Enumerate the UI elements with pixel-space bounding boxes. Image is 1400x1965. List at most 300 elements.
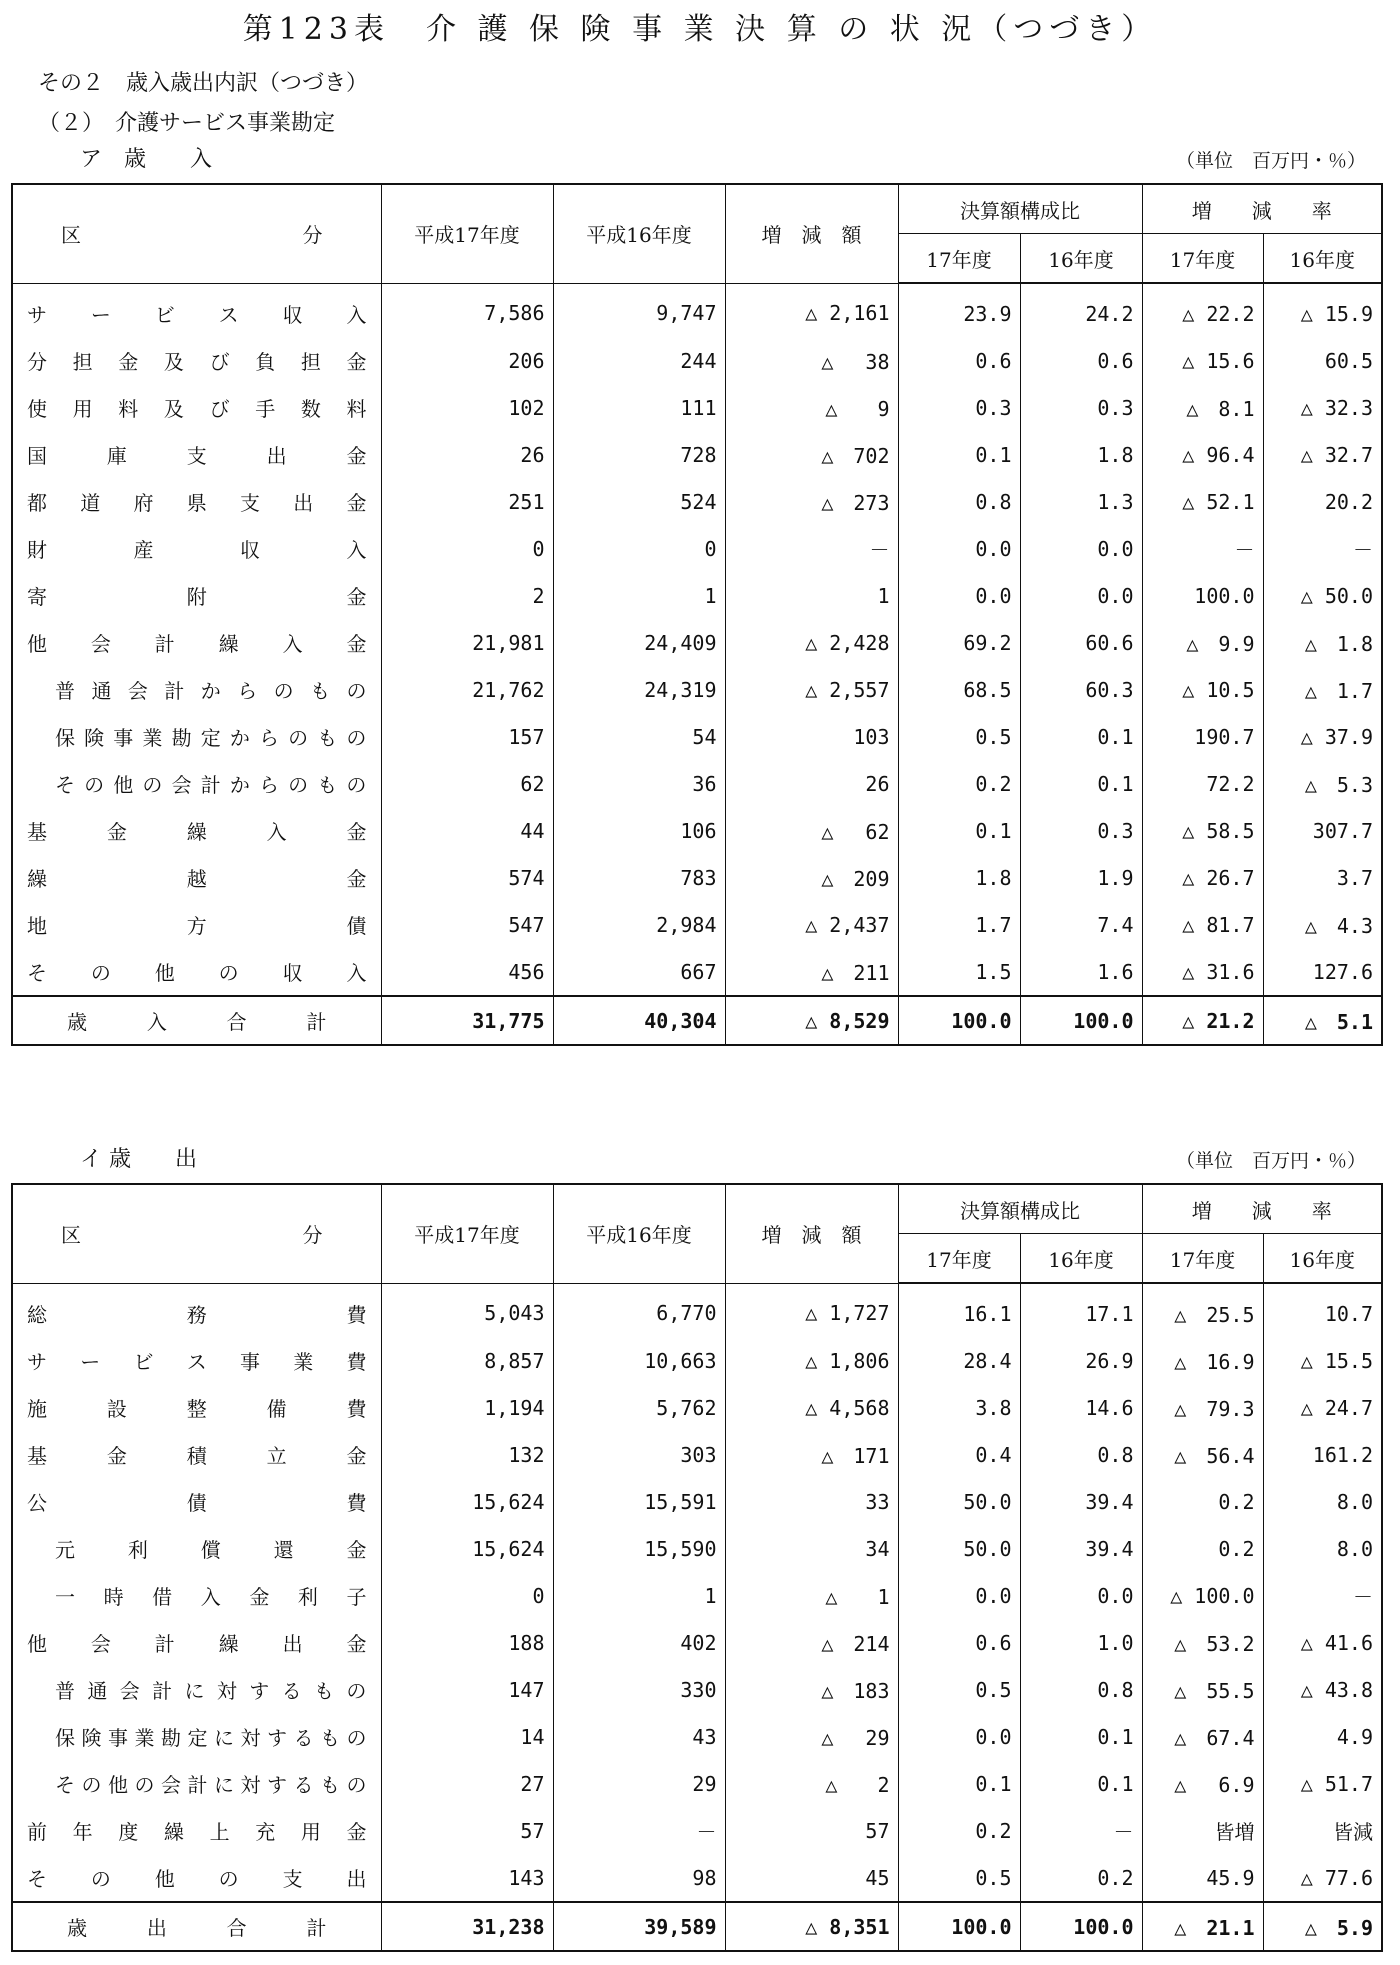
cell-diff: △ 8,529 [725, 996, 898, 1045]
row-label [12, 572, 381, 619]
cell-diff: △ 62 [725, 807, 898, 854]
row-label [12, 1384, 381, 1431]
cell-v16: 29 [553, 1760, 725, 1807]
row-label-text: 保 険 事 業 勘 定 に 対 す る も の [55, 1726, 367, 1750]
header-kubun: 区 分 [12, 184, 381, 283]
row-label-text: 施 設 整 備 費 [27, 1397, 367, 1421]
cell-g17: △ 67.4 [1142, 1713, 1263, 1760]
table-row [12, 1384, 1382, 1431]
header-h16: 平成16年度 [553, 184, 725, 283]
cell-r17: 100.0 [898, 1902, 1020, 1951]
cell-g16: △ 5.3 [1263, 760, 1382, 807]
cell-r17: 0.5 [898, 1854, 1020, 1902]
cell-r16: 60.6 [1020, 619, 1142, 666]
cell-r16: 17.1 [1020, 1283, 1142, 1337]
cell-g16: △ 15.9 [1263, 283, 1382, 337]
cell-g16: 60.5 [1263, 337, 1382, 384]
cell-v17: 31,775 [381, 996, 553, 1045]
cell-v16: 244 [553, 337, 725, 384]
cell-r17: 0.4 [898, 1431, 1020, 1478]
cell-r16: 0.1 [1020, 1713, 1142, 1760]
table-row [12, 1337, 1382, 1384]
row-label [12, 1572, 381, 1619]
header-ratio-17: 17年度 [898, 234, 1020, 284]
unit-label-revenue: （単位 百万円・％） [1175, 150, 1366, 172]
table-row [12, 1713, 1382, 1760]
row-label-text: 元 利 償 還 金 [55, 1538, 367, 1562]
cell-r17: 0.0 [898, 572, 1020, 619]
row-label-text: 普 通 会 計 か ら の も の [55, 679, 367, 703]
cell-v16: 6,770 [553, 1283, 725, 1337]
row-label [12, 1478, 381, 1525]
row-label-text: そ の 他 の 会 計 か ら の も の [55, 773, 367, 797]
cell-g17: △ 53.2 [1142, 1619, 1263, 1666]
cell-r17: 1.8 [898, 854, 1020, 901]
cell-v17: 574 [381, 854, 553, 901]
cell-r17: 16.1 [898, 1283, 1020, 1337]
row-label-text: 歳 出 合 計 [67, 1916, 327, 1940]
row-label [12, 431, 381, 478]
cell-v17: 26 [381, 431, 553, 478]
table-row [12, 283, 1382, 337]
cell-g17: △ 100.0 [1142, 1572, 1263, 1619]
cell-v16: 728 [553, 431, 725, 478]
cell-v17: 21,762 [381, 666, 553, 713]
cell-v17: 1,194 [381, 1384, 553, 1431]
table-row [12, 1760, 1382, 1807]
cell-diff: 57 [725, 1807, 898, 1854]
cell-g16: △ 5.1 [1263, 996, 1382, 1045]
cell-v17: 62 [381, 760, 553, 807]
cell-v16: 9,747 [553, 283, 725, 337]
cell-v17: 15,624 [381, 1525, 553, 1572]
cell-g17: △ 8.1 [1142, 384, 1263, 431]
row-label-text: 前 年 度 繰 上 充 用 金 [27, 1820, 367, 1844]
cell-v17: 7,586 [381, 283, 553, 337]
row-label [12, 1713, 381, 1760]
cell-g17: △ 21.2 [1142, 996, 1263, 1045]
cell-g17: 190.7 [1142, 713, 1263, 760]
cell-g17: 100.0 [1142, 572, 1263, 619]
cell-r16: 1.0 [1020, 1619, 1142, 1666]
row-label-text: 普 通 会 計 に 対 す る も の [55, 1679, 367, 1703]
unit-label-expenditure: （単位 百万円・％） [1175, 1150, 1366, 1172]
cell-diff: △ 209 [725, 854, 898, 901]
row-label [12, 619, 381, 666]
cell-g16: 8.0 [1263, 1525, 1382, 1572]
cell-v16: 54 [553, 713, 725, 760]
cell-diff: △ 171 [725, 1431, 898, 1478]
cell-v17: 147 [381, 1666, 553, 1713]
cell-diff: △ 2,428 [725, 619, 898, 666]
cell-r16: 0.2 [1020, 1854, 1142, 1902]
row-label-text: 保 険 事 業 勘 定 か ら の も の [55, 726, 367, 750]
row-label [12, 760, 381, 807]
cell-v16: 303 [553, 1431, 725, 1478]
header-ratio-16: 16年度 [1020, 1234, 1142, 1284]
cell-diff: 34 [725, 1525, 898, 1572]
cell-v16: 36 [553, 760, 725, 807]
cell-g17: △ 56.4 [1142, 1431, 1263, 1478]
cell-g17: － [1142, 525, 1263, 572]
table-row [12, 807, 1382, 854]
row-label-text: 寄 附 金 [27, 585, 367, 609]
table-row [12, 525, 1382, 572]
cell-r16: 1.6 [1020, 948, 1142, 996]
row-label [12, 1666, 381, 1713]
cell-v17: 8,857 [381, 1337, 553, 1384]
cell-g16: △ 41.6 [1263, 1619, 1382, 1666]
revenue-caption: ア 歳 入 [80, 147, 213, 172]
row-label [12, 713, 381, 760]
row-label [12, 1283, 381, 1337]
header-ratio-16: 16年度 [1020, 234, 1142, 284]
cell-diff: △ 1,727 [725, 1283, 898, 1337]
header-rate-16: 16年度 [1263, 1234, 1382, 1284]
row-label [12, 384, 381, 431]
row-label [12, 1760, 381, 1807]
table-row [12, 431, 1382, 478]
row-label [12, 666, 381, 713]
cell-r16: 0.1 [1020, 760, 1142, 807]
row-label-text: 地 方 債 [27, 914, 367, 938]
table-row [12, 1478, 1382, 1525]
cell-r16: 0.3 [1020, 807, 1142, 854]
cell-g17: △ 81.7 [1142, 901, 1263, 948]
cell-v17: 456 [381, 948, 553, 996]
table-row [12, 1572, 1382, 1619]
cell-g16: △ 5.9 [1263, 1902, 1382, 1951]
total-row [12, 1902, 1382, 1951]
cell-r16: 24.2 [1020, 283, 1142, 337]
cell-g17: △ 79.3 [1142, 1384, 1263, 1431]
cell-diff: △ 2,161 [725, 283, 898, 337]
cell-r17: 1.7 [898, 901, 1020, 948]
cell-diff: △ 8,351 [725, 1902, 898, 1951]
cell-r16: 0.1 [1020, 1760, 1142, 1807]
cell-diff: 103 [725, 713, 898, 760]
cell-v16: 330 [553, 1666, 725, 1713]
row-label [12, 1337, 381, 1384]
cell-g17: △ 21.1 [1142, 1902, 1263, 1951]
cell-v16: 524 [553, 478, 725, 525]
row-label-text: そ の 他 の 収 入 [27, 961, 367, 985]
cell-r17: 50.0 [898, 1478, 1020, 1525]
expenditure-caption: イ 歳 出 [80, 1147, 197, 1172]
cell-v17: 143 [381, 1854, 553, 1902]
revenue-table [11, 183, 1383, 1046]
cell-v17: 5,043 [381, 1283, 553, 1337]
table-row [12, 854, 1382, 901]
cell-g16: 3.7 [1263, 854, 1382, 901]
table-row [12, 384, 1382, 431]
cell-g16: － [1263, 1572, 1382, 1619]
cell-v16: 40,304 [553, 996, 725, 1045]
cell-r16: 1.8 [1020, 431, 1142, 478]
cell-r16: 39.4 [1020, 1478, 1142, 1525]
cell-diff: △ 2,437 [725, 901, 898, 948]
cell-g16: △ 50.0 [1263, 572, 1382, 619]
cell-g17: △ 15.6 [1142, 337, 1263, 384]
cell-g16: △ 4.3 [1263, 901, 1382, 948]
cell-r17: 0.5 [898, 713, 1020, 760]
table-row [12, 572, 1382, 619]
cell-diff: △ 9 [725, 384, 898, 431]
cell-v16: 0 [553, 525, 725, 572]
row-label [12, 1854, 381, 1902]
page-title: 第123表 介 護 保 険 事 業 決 算 の 状 況（つづき） [242, 12, 1158, 47]
cell-g16: △ 43.8 [1263, 1666, 1382, 1713]
cell-r17: 0.0 [898, 525, 1020, 572]
table-row [12, 1666, 1382, 1713]
cell-r16: 0.8 [1020, 1431, 1142, 1478]
cell-r17: 0.3 [898, 384, 1020, 431]
cell-r17: 0.6 [898, 1619, 1020, 1666]
row-label-text: 財 産 収 入 [27, 538, 367, 562]
cell-r17: 23.9 [898, 283, 1020, 337]
cell-g17: △ 52.1 [1142, 478, 1263, 525]
cell-r17: 100.0 [898, 996, 1020, 1045]
cell-diff: 45 [725, 1854, 898, 1902]
cell-diff: △ 38 [725, 337, 898, 384]
cell-g16: 20.2 [1263, 478, 1382, 525]
row-label [12, 1807, 381, 1854]
cell-diff: △ 211 [725, 948, 898, 996]
cell-r17: 0.1 [898, 1760, 1020, 1807]
cell-v16: 98 [553, 1854, 725, 1902]
header-ratio-17: 17年度 [898, 1234, 1020, 1284]
cell-g16: 307.7 [1263, 807, 1382, 854]
cell-g16: △ 37.9 [1263, 713, 1382, 760]
cell-r16: 0.0 [1020, 1572, 1142, 1619]
cell-r16: － [1020, 1807, 1142, 1854]
cell-g16: △ 1.8 [1263, 619, 1382, 666]
cell-v17: 251 [381, 478, 553, 525]
row-label-text: 使 用 料 及 び 手 数 料 [27, 397, 367, 421]
cell-r17: 0.1 [898, 807, 1020, 854]
header-kubun: 区 分 [12, 1184, 381, 1283]
row-label [12, 807, 381, 854]
cell-g16: △ 24.7 [1263, 1384, 1382, 1431]
row-label-text: 歳 入 合 計 [67, 1010, 327, 1034]
cell-r16: 26.9 [1020, 1337, 1142, 1384]
cell-r16: 100.0 [1020, 996, 1142, 1045]
cell-diff: △ 2 [725, 1760, 898, 1807]
cell-g16: △ 1.7 [1263, 666, 1382, 713]
row-label-text: 他 会 計 繰 出 金 [27, 1632, 367, 1656]
cell-diff: 26 [725, 760, 898, 807]
cell-g16: △ 51.7 [1263, 1760, 1382, 1807]
header-rate: 増 減 率 [1142, 1184, 1382, 1234]
cell-r16: 1.9 [1020, 854, 1142, 901]
cell-v17: 27 [381, 1760, 553, 1807]
row-label-text: 都 道 府 県 支 出 金 [27, 491, 367, 515]
cell-v16: 402 [553, 1619, 725, 1666]
cell-g17: △ 55.5 [1142, 1666, 1263, 1713]
cell-v17: 0 [381, 1572, 553, 1619]
cell-diff: 33 [725, 1478, 898, 1525]
row-label-text: 一 時 借 入 金 利 子 [55, 1585, 367, 1609]
cell-v17: 21,981 [381, 619, 553, 666]
cell-r17: 3.8 [898, 1384, 1020, 1431]
cell-g17: 0.2 [1142, 1478, 1263, 1525]
cell-r16: 14.6 [1020, 1384, 1142, 1431]
cell-r17: 0.8 [898, 478, 1020, 525]
cell-r16: 0.3 [1020, 384, 1142, 431]
cell-r17: 0.5 [898, 1666, 1020, 1713]
cell-g16: 127.6 [1263, 948, 1382, 996]
row-label [12, 1525, 381, 1572]
row-label-text: サ ー ビ ス 事 業 費 [27, 1350, 367, 1374]
cell-r17: 28.4 [898, 1337, 1020, 1384]
cell-v16: 15,590 [553, 1525, 725, 1572]
cell-r17: 50.0 [898, 1525, 1020, 1572]
cell-v17: 2 [381, 572, 553, 619]
cell-g17: 45.9 [1142, 1854, 1263, 1902]
row-label-text: そ の 他 の 支 出 [27, 1867, 367, 1891]
cell-v17: 31,238 [381, 1902, 553, 1951]
cell-r17: 0.6 [898, 337, 1020, 384]
cell-v16: 1 [553, 572, 725, 619]
cell-g16: 8.0 [1263, 1478, 1382, 1525]
header-h17: 平成17年度 [381, 1184, 553, 1283]
cell-r17: 0.1 [898, 431, 1020, 478]
cell-v17: 102 [381, 384, 553, 431]
cell-g17: △ 25.5 [1142, 1283, 1263, 1337]
cell-r16: 60.3 [1020, 666, 1142, 713]
total-row [12, 996, 1382, 1045]
cell-g17: △ 26.7 [1142, 854, 1263, 901]
row-label-text: 国 庫 支 出 金 [27, 444, 367, 468]
header-diff: 増 減 額 [725, 1184, 898, 1283]
row-label-text: 公 債 費 [27, 1491, 367, 1515]
cell-v16: 783 [553, 854, 725, 901]
cell-diff: △ 273 [725, 478, 898, 525]
cell-r17: 69.2 [898, 619, 1020, 666]
header-ratio: 決算額構成比 [898, 184, 1142, 234]
cell-v17: 132 [381, 1431, 553, 1478]
cell-g16: △ 15.5 [1263, 1337, 1382, 1384]
cell-r17: 0.0 [898, 1713, 1020, 1760]
cell-r16: 100.0 [1020, 1902, 1142, 1951]
section-heading: その２ 歳入歳出内訳（つづき） [38, 71, 369, 96]
table-row [12, 1807, 1382, 1854]
cell-diff: △ 214 [725, 1619, 898, 1666]
cell-v16: 39,589 [553, 1902, 725, 1951]
row-label-text: 基 金 積 立 金 [27, 1444, 367, 1468]
cell-g16: △ 32.3 [1263, 384, 1382, 431]
cell-g17: △ 22.2 [1142, 283, 1263, 337]
header-h17: 平成17年度 [381, 184, 553, 283]
header-diff: 増 減 額 [725, 184, 898, 283]
cell-g17: 0.2 [1142, 1525, 1263, 1572]
cell-r17: 0.0 [898, 1572, 1020, 1619]
cell-v16: 15,591 [553, 1478, 725, 1525]
cell-v17: 188 [381, 1619, 553, 1666]
cell-g17: 72.2 [1142, 760, 1263, 807]
cell-g17: 皆増 [1142, 1807, 1263, 1854]
cell-v17: 547 [381, 901, 553, 948]
cell-v17: 157 [381, 713, 553, 760]
cell-v16: － [553, 1807, 725, 1854]
row-label [12, 337, 381, 384]
table-row [12, 713, 1382, 760]
cell-diff: △ 702 [725, 431, 898, 478]
table-row [12, 901, 1382, 948]
cell-v16: 667 [553, 948, 725, 996]
table-row [12, 1283, 1382, 1337]
cell-diff: △ 2,557 [725, 666, 898, 713]
header-rate-16: 16年度 [1263, 234, 1382, 284]
cell-g17: △ 10.5 [1142, 666, 1263, 713]
cell-v16: 24,319 [553, 666, 725, 713]
table-row [12, 1431, 1382, 1478]
cell-g17: △ 16.9 [1142, 1337, 1263, 1384]
cell-v16: 1 [553, 1572, 725, 1619]
cell-r16: 0.0 [1020, 525, 1142, 572]
cell-r16: 0.1 [1020, 713, 1142, 760]
cell-v17: 206 [381, 337, 553, 384]
header-h16: 平成16年度 [553, 1184, 725, 1283]
cell-g17: △ 9.9 [1142, 619, 1263, 666]
cell-diff: － [725, 525, 898, 572]
cell-v16: 10,663 [553, 1337, 725, 1384]
cell-diff: 1 [725, 572, 898, 619]
table-row [12, 1619, 1382, 1666]
cell-g16: － [1263, 525, 1382, 572]
cell-r16: 1.3 [1020, 478, 1142, 525]
cell-r16: 39.4 [1020, 1525, 1142, 1572]
cell-v16: 2,984 [553, 901, 725, 948]
subsection-heading: （２） 介護サービス事業勘定 [38, 111, 336, 136]
cell-diff: △ 1 [725, 1572, 898, 1619]
row-label [12, 901, 381, 948]
cell-v17: 0 [381, 525, 553, 572]
header-rate-17: 17年度 [1142, 234, 1263, 284]
header-rate-17: 17年度 [1142, 1234, 1263, 1284]
row-label [12, 1431, 381, 1478]
cell-g16: 10.7 [1263, 1283, 1382, 1337]
row-label [12, 1619, 381, 1666]
header-ratio: 決算額構成比 [898, 1184, 1142, 1234]
cell-v16: 111 [553, 384, 725, 431]
row-label [12, 854, 381, 901]
cell-r16: 7.4 [1020, 901, 1142, 948]
cell-v16: 5,762 [553, 1384, 725, 1431]
cell-diff: △ 29 [725, 1713, 898, 1760]
cell-diff: △ 4,568 [725, 1384, 898, 1431]
row-label-text: 総 務 費 [27, 1302, 367, 1327]
table-row [12, 1525, 1382, 1572]
cell-r17: 0.2 [898, 760, 1020, 807]
cell-diff: △ 183 [725, 1666, 898, 1713]
row-label [12, 525, 381, 572]
row-label [12, 283, 381, 337]
cell-r16: 0.0 [1020, 572, 1142, 619]
row-label [12, 996, 381, 1045]
row-label [12, 478, 381, 525]
cell-g16: 161.2 [1263, 1431, 1382, 1478]
table-row [12, 478, 1382, 525]
table-row [12, 666, 1382, 713]
table-row [12, 760, 1382, 807]
expenditure-table [11, 1183, 1383, 1952]
cell-g16: 4.9 [1263, 1713, 1382, 1760]
cell-g17: △ 31.6 [1142, 948, 1263, 996]
row-label-text: 他 会 計 繰 入 金 [27, 632, 367, 656]
cell-v16: 24,409 [553, 619, 725, 666]
cell-g17: △ 58.5 [1142, 807, 1263, 854]
